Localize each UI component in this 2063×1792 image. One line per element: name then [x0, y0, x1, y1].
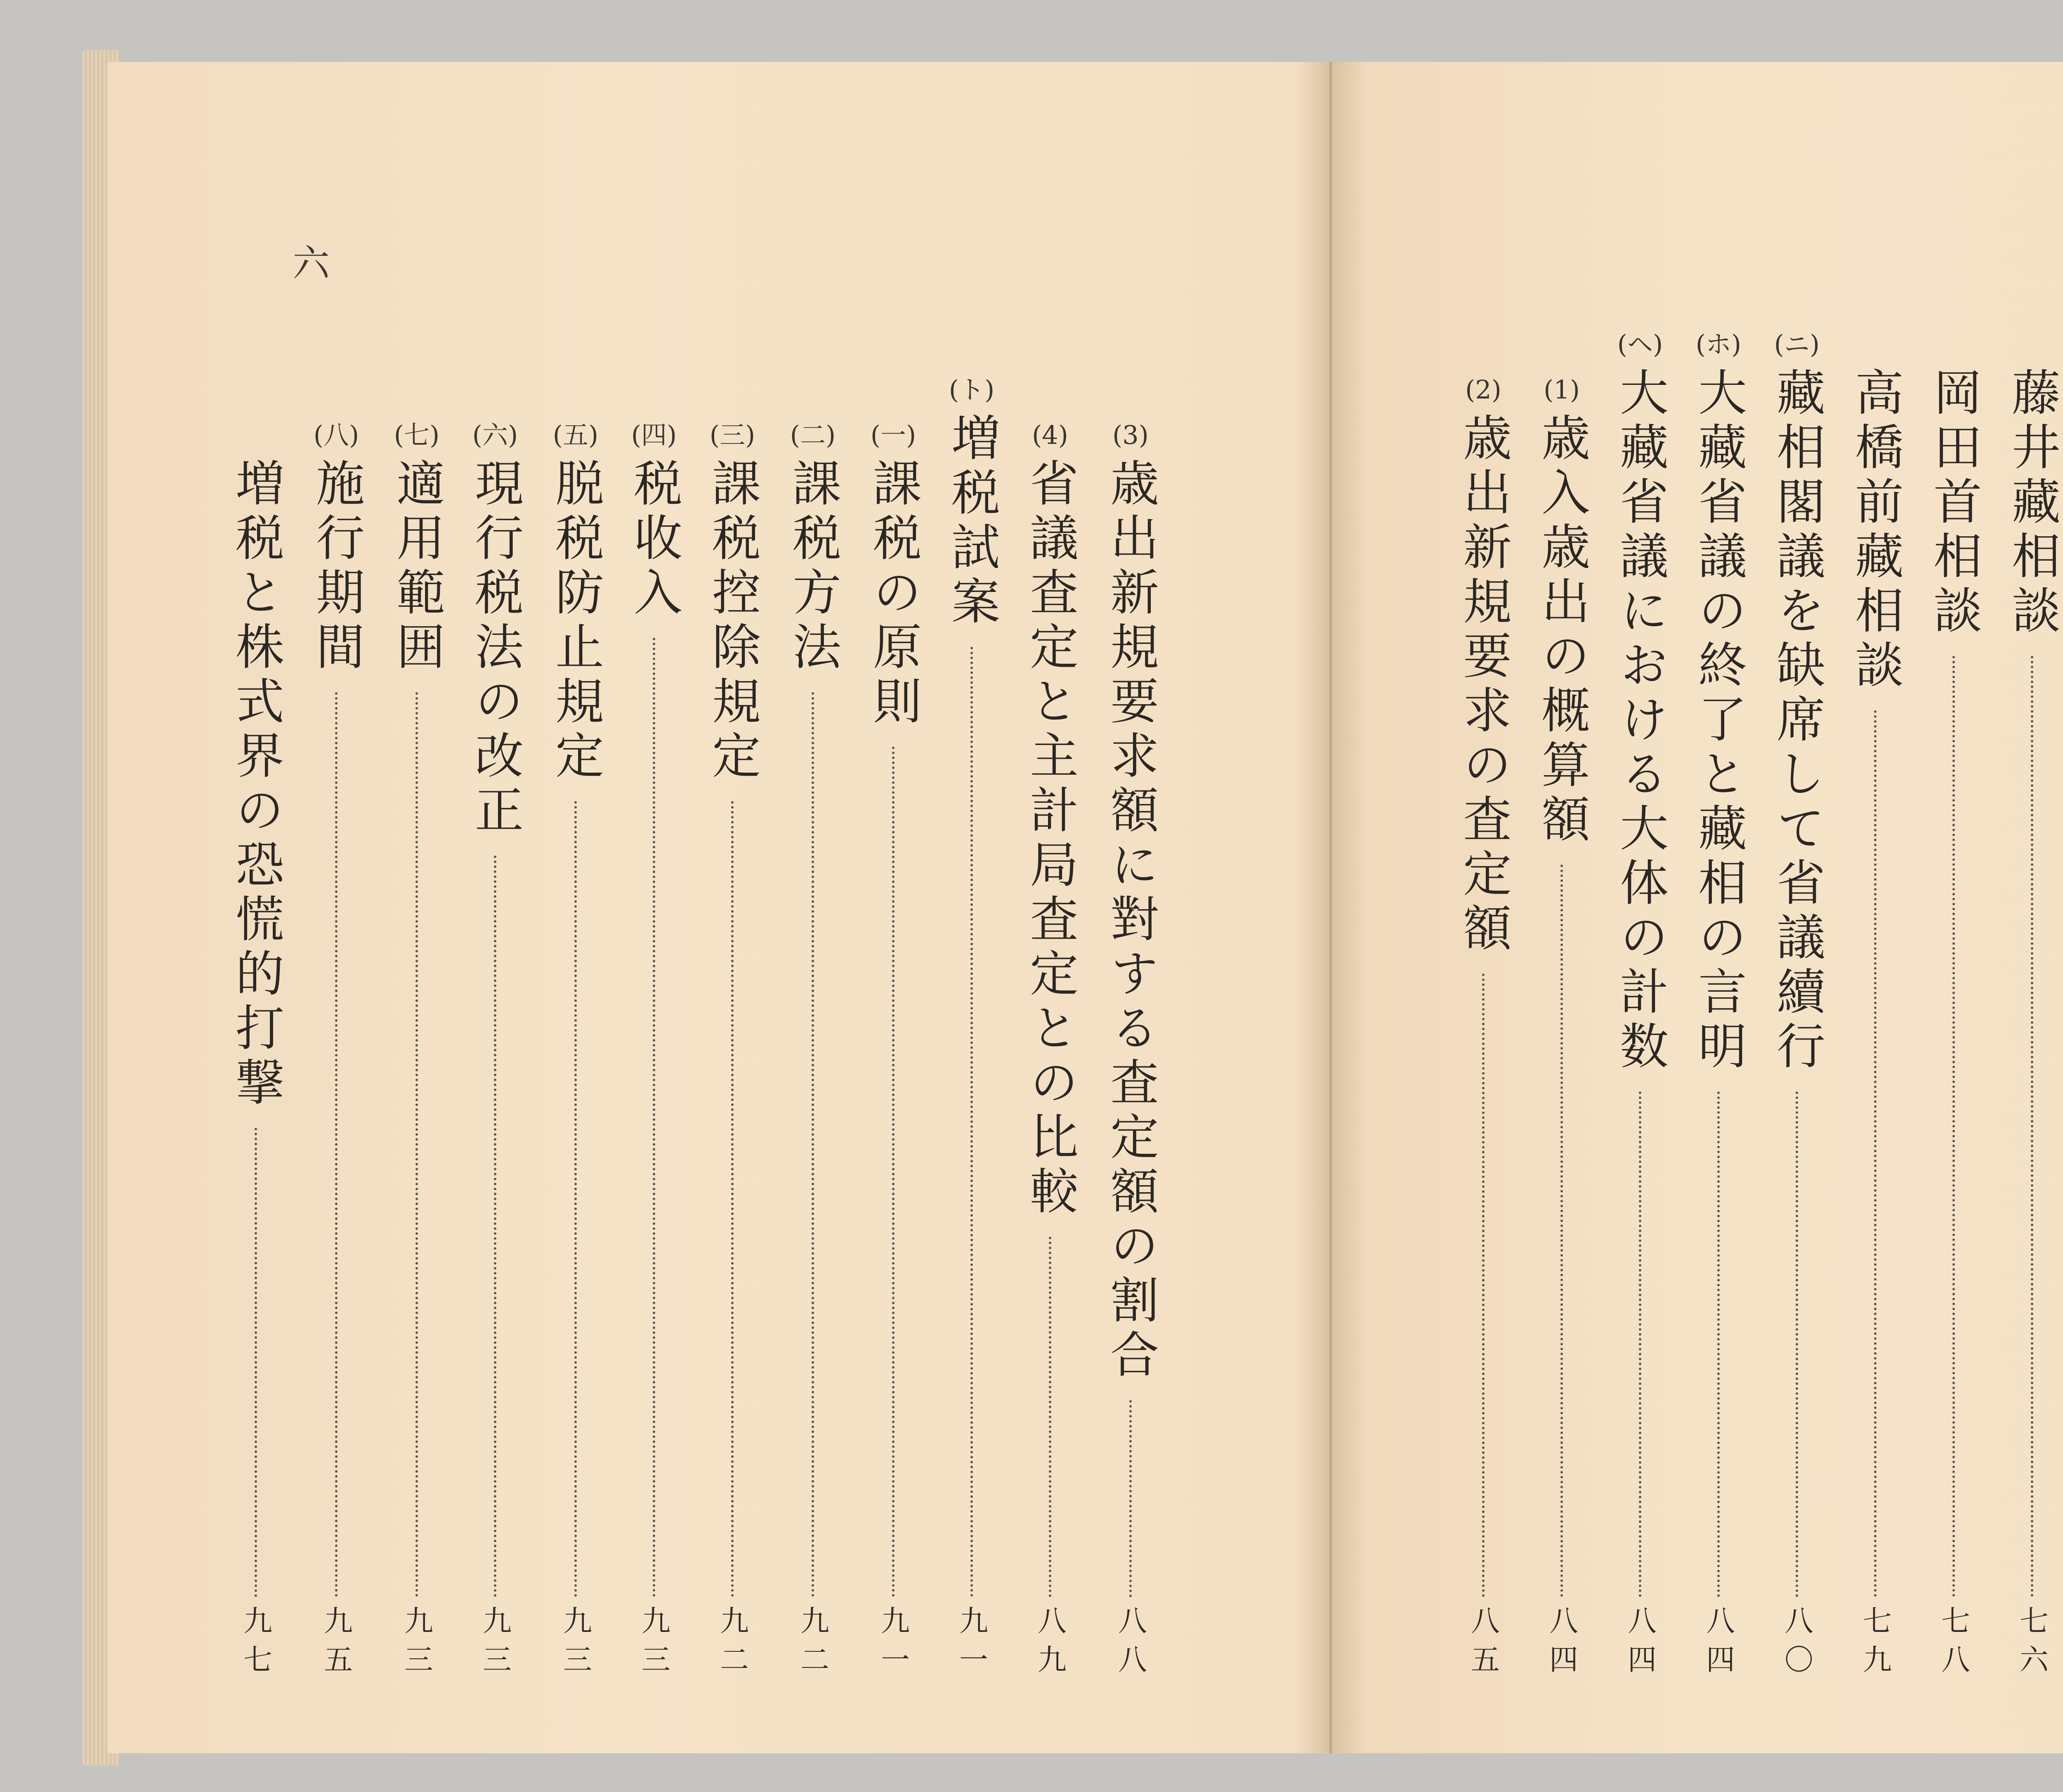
toc-entry — [1844, 367, 1906, 1683]
toc-entry — [1100, 413, 1161, 1683]
toc-entry — [623, 413, 685, 1683]
dot-leader — [2031, 656, 2033, 1597]
entry-page: 八五 — [1466, 1606, 1500, 1683]
entry-marker: (ニ) — [1774, 329, 1820, 359]
entry-title: 増税試案 — [943, 413, 1000, 630]
entry-page: 九一 — [954, 1606, 989, 1683]
dot-leader — [574, 801, 577, 1597]
toc-entry — [545, 413, 607, 1683]
dot-leader — [970, 647, 973, 1597]
entry-page: 八四 — [1701, 1606, 1735, 1683]
entry-title: 藏相閣議を缺席して省議續行 — [1768, 367, 1825, 1075]
left-page — [107, 62, 1329, 1753]
entry-marker: (ト) — [949, 375, 995, 405]
entry-title: 大藏省議の終了と藏相の言明 — [1690, 367, 1747, 1075]
entry-title: 税收入 — [626, 458, 682, 621]
entry-page: 九一 — [876, 1606, 910, 1683]
entry-marker: (八) — [313, 420, 359, 450]
dot-leader — [255, 1128, 257, 1597]
dot-leader — [892, 747, 895, 1597]
toc-entry — [1923, 367, 1985, 1683]
dot-leader — [1560, 865, 1563, 1597]
entry-title: 現行税法の改正 — [467, 458, 524, 839]
entry-marker: (ホ) — [1695, 329, 1742, 359]
entry-page: 七八 — [1936, 1606, 1971, 1683]
entry-title: 歳出新規要求の査定額 — [1455, 413, 1512, 957]
dot-leader — [335, 692, 338, 1597]
toc-entry — [305, 413, 367, 1683]
entry-marker: (四) — [631, 420, 677, 450]
toc-entry — [225, 413, 287, 1683]
entry-page: 八〇 — [1780, 1606, 1814, 1683]
entry-page: 八八 — [1113, 1606, 1147, 1683]
dot-leader — [1952, 656, 1955, 1597]
left-page-number: 六 — [286, 243, 329, 281]
dot-leader — [1129, 1400, 1132, 1597]
toc-entry — [2001, 367, 2063, 1683]
toc-entry — [701, 413, 763, 1683]
entry-page: 七六 — [2015, 1606, 2049, 1683]
entry-title: 施行期間 — [308, 458, 365, 676]
entry-page: 九二 — [795, 1606, 830, 1683]
entry-marker: (二) — [790, 420, 836, 450]
toc-entry — [1688, 322, 1749, 1683]
dot-leader — [1639, 1092, 1641, 1597]
entry-page: 八九 — [1033, 1606, 1067, 1683]
entry-marker: (七) — [394, 420, 440, 450]
toc-entry — [862, 413, 924, 1683]
entry-title: 課税控除規定 — [704, 458, 761, 785]
entry-title: 大藏省議における大体の計数 — [1612, 367, 1669, 1075]
bleed-through-text — [809, 309, 880, 371]
dot-leader — [1049, 1237, 1051, 1597]
book-gutter — [1296, 62, 1366, 1753]
dot-leader — [494, 856, 496, 1597]
entry-marker: (2) — [1465, 375, 1501, 405]
dot-leader — [1796, 1092, 1798, 1597]
entry-title: 歳出新規要求額に對する査定額の割合 — [1102, 458, 1159, 1384]
entry-title: 課税方法 — [784, 458, 841, 676]
toc-entry — [1609, 322, 1671, 1683]
entry-page: 八四 — [1623, 1606, 1657, 1683]
toc-entry — [1452, 367, 1514, 1683]
entry-marker: (五) — [552, 420, 599, 450]
entry-page: 七九 — [1858, 1606, 1892, 1683]
dot-leader — [653, 638, 655, 1597]
entry-title: 課税の原則 — [865, 458, 922, 730]
dot-leader — [1717, 1092, 1720, 1597]
entry-marker: (4) — [1032, 420, 1068, 450]
entry-title: 増税と株式界の恐慌的打撃 — [227, 458, 284, 1111]
entry-page: 九三 — [637, 1606, 671, 1683]
toc-entry — [464, 413, 526, 1683]
entry-marker: (1) — [1544, 375, 1580, 405]
entry-marker: (一) — [870, 420, 916, 450]
entry-page: 九五 — [319, 1606, 353, 1683]
toc-entry — [782, 413, 844, 1683]
entry-page: 八四 — [1544, 1606, 1579, 1683]
toc-entry — [1531, 367, 1593, 1683]
open-book — [83, 45, 2063, 1770]
entry-title: 省議査定と主計局査定との比較 — [1022, 458, 1079, 1220]
toc-entry — [1766, 322, 1828, 1683]
toc-entry — [941, 367, 1003, 1683]
dot-leader — [1482, 974, 1485, 1597]
toc-entry — [386, 413, 448, 1683]
entry-title: 適用範囲 — [388, 458, 445, 676]
dot-leader — [1874, 710, 1877, 1597]
entry-marker: (3) — [1112, 420, 1149, 450]
entry-marker: (三) — [709, 420, 755, 450]
entry-marker: (六) — [472, 420, 518, 450]
dot-leader — [731, 801, 734, 1597]
entry-page: 九三 — [399, 1606, 434, 1683]
entry-page: 九三 — [558, 1606, 592, 1683]
entry-title: 藤井藏相談 — [2004, 367, 2061, 639]
entry-page: 九七 — [238, 1606, 273, 1683]
entry-title: 高橋前藏相談 — [1847, 367, 1904, 694]
entry-title: 岡田首相談 — [1925, 367, 1982, 639]
entry-page: 九二 — [715, 1606, 749, 1683]
entry-marker: (ヘ) — [1617, 329, 1663, 359]
entry-title: 脱税防止規定 — [547, 458, 604, 785]
entry-title: 歳入歳出の概算額 — [1533, 413, 1590, 848]
entry-page: 九三 — [478, 1606, 512, 1683]
dot-leader — [415, 692, 418, 1597]
toc-entry — [1019, 413, 1081, 1683]
right-page — [1329, 62, 2063, 1753]
dot-leader — [812, 692, 814, 1597]
